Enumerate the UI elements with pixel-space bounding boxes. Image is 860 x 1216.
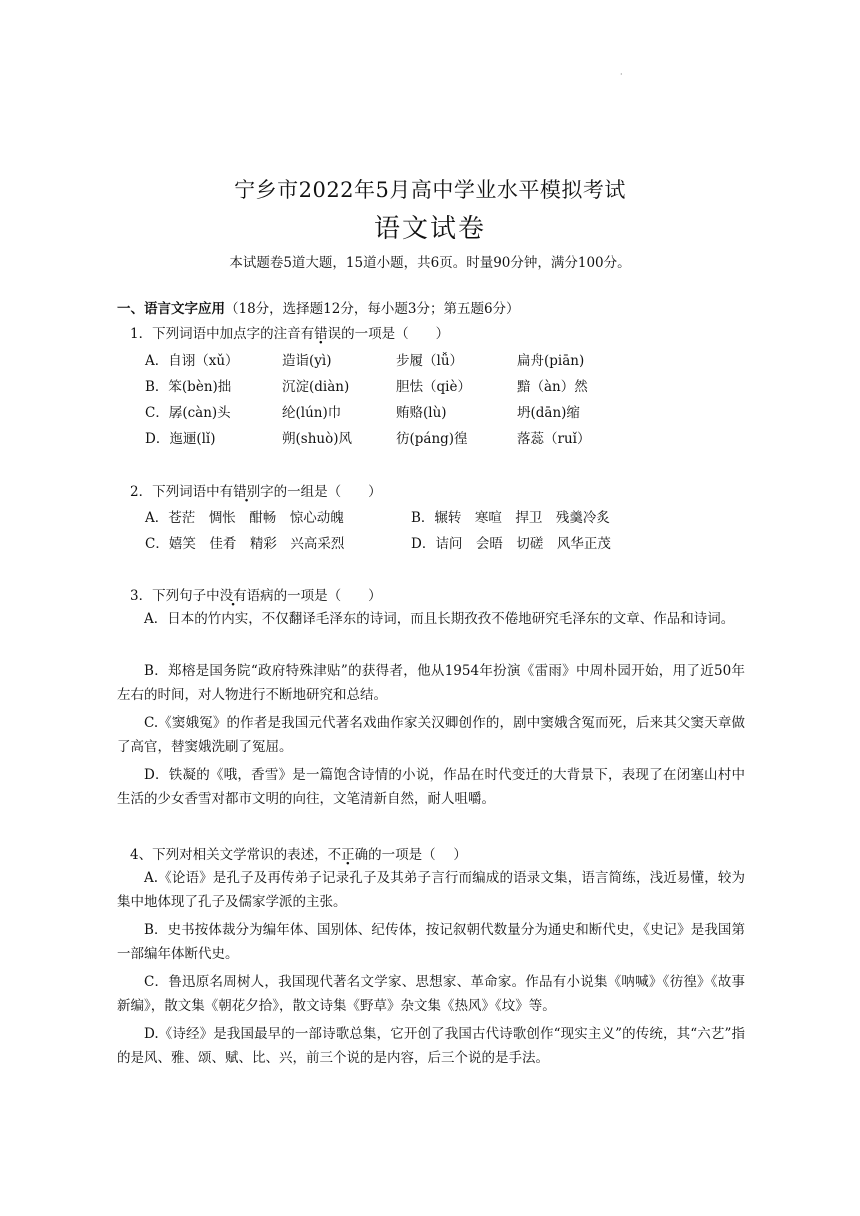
option-cell: B．笨(bèn)拙 bbox=[145, 379, 232, 395]
option-cell: C．嬉笑 佳肴 精彩 兴高采烈 bbox=[145, 536, 345, 552]
question-4-option-d: D.《诗经》是我国最早的一部诗歌总集，它开创了我国古代诗歌创作“现实主义”的传统，其“六艺”指的是风、雅、颂、赋、比、兴，前三个说的是内容，后三个说的是手法。 bbox=[117, 1026, 745, 1066]
question-3-stem bbox=[130, 584, 382, 604]
option-cell: D．迤逦(lǐ) bbox=[145, 431, 216, 447]
option-cell: D．诘问 会晤 切磋 风华正茂 bbox=[411, 536, 611, 552]
stem-text: 3．下列句子中 bbox=[130, 588, 220, 604]
option-cell: C．孱(càn)头 bbox=[145, 405, 231, 421]
stem-text: 1．下列词语中加点字的注音 bbox=[130, 326, 301, 342]
question-1-stem bbox=[130, 322, 449, 342]
stem-text: 的一组是（ ） bbox=[273, 484, 382, 500]
stem-text: 语病的一项是（ ） bbox=[246, 588, 382, 604]
question-3-option-b: B．郑榕是国务院“政府特殊津贴”的获得者，他从1954年扮演《雷雨》中周朴园开始，用了近50年左右的时间，对人物进行不断地研究和总结。 bbox=[117, 663, 745, 703]
section-score-note: （18分，选择题12分，每小题3分；第五题6分） bbox=[225, 301, 520, 317]
stem-text: 的一项是（ ） bbox=[368, 847, 467, 863]
option-cell: 贿赂(lù) bbox=[396, 405, 447, 421]
exam-instructions: 本试题卷5道大题，15道小题，共6页。时量90分钟，满分100分。 bbox=[229, 255, 631, 271]
option-cell: 造诣(yì) bbox=[282, 353, 332, 369]
question-4-option-b: B．史书按体裁分为编年体、国别体、纪传体，按记叙朝代数量分为通史和断代史，《史记》是我国第一部编年体断代史。 bbox=[117, 922, 745, 962]
question-4-option-a: A.《论语》是孔子及再传弟子记录孔子及其弟子言行而编成的语录文集，语言简练，浅近易懂，较为集中地体现了孔子及儒家学派的主张。 bbox=[117, 870, 745, 910]
emphasis-text: 有错误 bbox=[300, 326, 342, 342]
option-cell: B．辗转 寒喧 捍卫 残羹冷炙 bbox=[411, 510, 610, 526]
question-3-option-d: D．铁凝的《哦，香雪》是一篇饱含诗情的小说，作品在时代变迁的大背景下，表现了在闭塞山村中生活的少女香雪对都市文明的向往，文笔清新自然，耐人咀嚼。 bbox=[117, 767, 745, 807]
option-cell: 黯（àn）然 bbox=[517, 379, 588, 395]
emphasis-text: 不正确 bbox=[327, 847, 369, 863]
option-cell: 沉淀(diàn) bbox=[282, 379, 350, 395]
question-4-stem bbox=[130, 843, 467, 863]
option-cell: 扁舟(piān) bbox=[517, 353, 585, 369]
stem-text: 的一项是（ ） bbox=[341, 326, 450, 342]
section-heading bbox=[117, 297, 520, 317]
question-3-option-c: C.《窦娥冤》的作者是我国元代著名戏曲作家关汉卿创作的，剧中窦娥含冤而死，后来其父窦天章做了高官，替窦娥洗刷了冤屈。 bbox=[117, 715, 745, 755]
emphasis-text: 有错别字 bbox=[219, 484, 274, 500]
option-cell: A．苍茫 惆怅 酣畅 惊心动魄 bbox=[145, 510, 344, 526]
question-4-option-c: C．鲁迅原名周树人，我国现代著名文学家、思想家、革命家。作品有小说集《呐喊》《彷徨》《故事新编》，散文集《朝花夕拾》，散文诗集《野草》杂文集《热风》《坟》等。 bbox=[117, 974, 745, 1014]
option-cell: 步履（lǚ） bbox=[396, 353, 464, 369]
corner-mark: · bbox=[620, 70, 623, 79]
option-cell: 纶(lún)巾 bbox=[282, 405, 342, 421]
option-cell: 胆怯（qiè） bbox=[396, 379, 471, 395]
stem-text: 4、下列对相关文学常识的表述， bbox=[130, 847, 328, 863]
emphasis-text: 没有 bbox=[219, 588, 247, 604]
option-cell: 彷(páng)徨 bbox=[396, 431, 468, 447]
option-cell: 坍(dān)缩 bbox=[517, 405, 580, 421]
question-2-stem bbox=[130, 480, 382, 500]
option-cell: 朔(shuò)风 bbox=[282, 431, 352, 447]
exam-title: 宁乡市2022年5月高中学业水平模拟考试 bbox=[234, 178, 626, 202]
option-cell: A．自诩（xǔ） bbox=[145, 353, 239, 369]
stem-text: 2．下列词语中 bbox=[130, 484, 220, 500]
option-cell: 落蕊（ruǐ） bbox=[517, 431, 591, 447]
paper-subject-title: 语文试卷 bbox=[373, 214, 486, 244]
section-title: 一、语言文字应用 bbox=[117, 301, 225, 317]
question-3-option-a: A．日本的竹内实，不仅翻译毛泽东的诗词，而且长期孜孜不倦地研究毛泽东的文章、作品和诗词。 bbox=[144, 611, 735, 627]
